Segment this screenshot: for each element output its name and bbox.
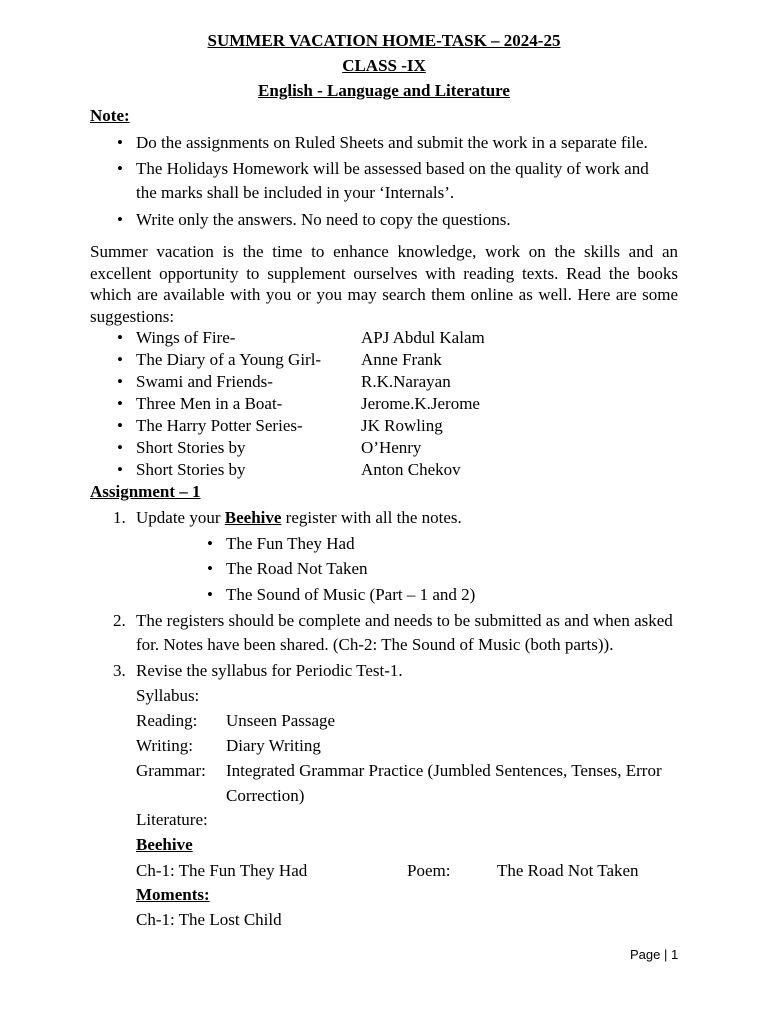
moments-chapter: Ch-1: The Lost Child [136, 910, 282, 929]
bullet-icon [115, 415, 125, 437]
book-title: Short Stories by [136, 438, 246, 457]
assignment-item-2-continuation: for. Notes have been shared. (Ch-2: The Sound of Music (both parts)). [136, 635, 614, 654]
book-title: The Diary of a Young Girl- [136, 350, 322, 369]
literature-label: Literature: [136, 810, 208, 829]
beehive-chapter: Ch-1: The Fun They Had [136, 861, 308, 880]
reading-value: Unseen Passage [226, 711, 336, 730]
bullet-icon [115, 459, 125, 481]
beehive-heading: Beehive [136, 835, 193, 854]
assignment-item-3: Revise the syllabus for Periodic Test-1. [136, 661, 403, 680]
book-author: O’Henry [361, 438, 422, 457]
bullet-icon [115, 327, 125, 349]
grammar-label: Grammar: [136, 761, 206, 780]
sub-item: The Fun They Had [226, 534, 355, 553]
book-author: Jerome.K.Jerome [361, 394, 480, 413]
subject-heading: English - Language and Literature [258, 81, 510, 100]
bullet-icon [115, 158, 125, 180]
assignment-heading: Assignment – 1 [90, 482, 201, 501]
bullet-icon [205, 584, 215, 606]
class-heading: CLASS -IX [342, 56, 426, 75]
writing-label: Writing: [136, 736, 193, 755]
list-number: 2. [113, 611, 126, 630]
poem-label: Poem: [407, 861, 451, 880]
bullet-icon [115, 393, 125, 415]
book-title: The Harry Potter Series- [136, 416, 303, 435]
bullet-icon [115, 132, 125, 154]
list-number: 3. [113, 661, 126, 680]
book-title: Wings of Fire- [136, 328, 236, 347]
syllabus-label: Syllabus: [136, 686, 200, 705]
bullet-icon [115, 437, 125, 459]
beehive-emphasis: Beehive [224, 508, 282, 527]
bullet-icon [115, 209, 125, 231]
assignment-item-1-text-end: register with all the notes. [281, 508, 462, 527]
bullet-icon [205, 533, 215, 555]
page-number: Page | 1 [630, 947, 679, 962]
moments-heading: Moments: [136, 885, 210, 904]
book-author: APJ Abdul Kalam [361, 328, 485, 347]
assignment-item-1 [136, 507, 462, 529]
document-title: SUMMER VACATION HOME-TASK – 2024-25 [207, 31, 561, 50]
book-author: JK Rowling [361, 416, 443, 435]
book-title: Short Stories by [136, 460, 246, 479]
poem-value: The Road Not Taken [497, 861, 639, 880]
grammar-value-continuation: Correction) [226, 786, 305, 805]
book-title: Three Men in a Boat- [136, 394, 283, 413]
book-author: Anne Frank [361, 350, 442, 369]
note-item: Do the assignments on Ruled Sheets and submit the work in a separate file. [136, 133, 648, 152]
note-item-continuation: the marks shall be included in your ‘Internals’. [136, 183, 455, 202]
assignment-item-1-text: Update your [136, 508, 225, 527]
bullet-icon [205, 558, 215, 580]
bullet-icon [115, 371, 125, 393]
book-title: Swami and Friends- [136, 372, 273, 391]
assignment-item-2: The registers should be complete and needs to be submitted as and when asked [136, 611, 673, 630]
intro-paragraph: Summer vacation is the time to enhance knowledge, work on the skills and an excellent opportunity to supplement ourselves with reading texts. Read the books which are available with you or you may search them online as well. Here are some suggestions: [90, 242, 678, 326]
note-item: Write only the answers. No need to copy the questions. [136, 210, 511, 229]
list-number: 1. [113, 508, 126, 527]
note-heading: Note: [90, 106, 130, 125]
book-author: Anton Chekov [361, 460, 461, 479]
grammar-value: Integrated Grammar Practice (Jumbled Sentences, Tenses, Error [226, 761, 662, 780]
bullet-icon [115, 349, 125, 371]
book-author: R.K.Narayan [361, 372, 451, 391]
sub-item: The Sound of Music (Part – 1 and 2) [226, 585, 476, 604]
writing-value: Diary Writing [226, 736, 321, 755]
reading-label: Reading: [136, 711, 198, 730]
note-item: The Holidays Homework will be assessed based on the quality of work and [136, 159, 649, 178]
sub-item: The Road Not Taken [226, 559, 368, 578]
